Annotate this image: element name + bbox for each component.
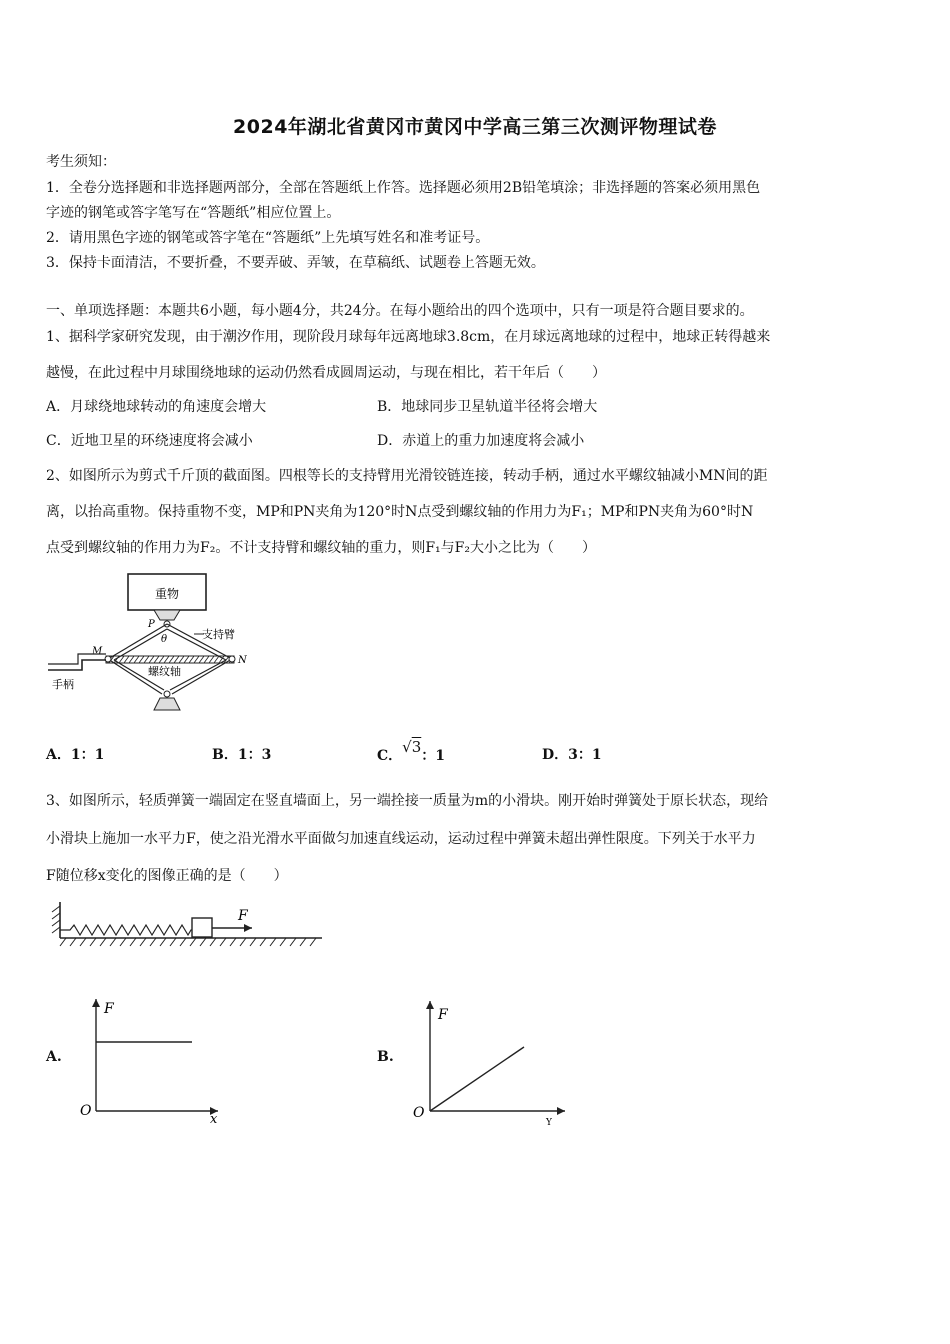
q2-option-c-suffix: ：1 [421,748,446,764]
q2-option-c-radicand: 3 [411,738,422,756]
arm-label: 支持臂 [202,628,235,641]
graph-a-xlabel: x [210,1112,218,1127]
q1-stem-line-1: 1、据科学家研究发现，由于潮汐作用，现阶段月球每年远离地球3.8cm，在月球远离地球的过程中，地球正转得越来 [46,329,771,345]
q2-stem-line-1: 2、如图所示为剪式千斤顶的截面图。四根等长的支持臂用光滑铰链连接，转动手柄，通过水平螺纹轴减小MN间的距 [46,468,768,484]
force-label: F [238,908,248,924]
q1-stem-line-2: 越慢，在此过程中月球围绕地球的运动仍然看成圆周运动，与现在相比，若干年后（ ） [46,365,606,381]
graph-b-line [430,1047,524,1111]
label-m: M [92,646,103,657]
graph-a-ylabel: F [104,1001,114,1017]
q3-stem-line-3: F随位移x变化的图像正确的是（ ） [46,868,288,884]
notice-item-3: 3．保持卡面清洁，不要折叠，不要弄破、弄皱，在草稿纸、试题卷上答题无效。 [46,255,545,271]
notice-item-1: 1．全卷分选择题和非选择题两部分，全部在答题纸上作答。选择题必须用2B铅笔填涂；非选择题的答案必须用黑色 [46,180,761,196]
q3-option-a: A. [46,1049,62,1065]
weight-label: 重物 [154,587,180,601]
q1-option-b: B．地球同步卫星轨道半径将会增大 [377,399,598,415]
section-heading: 一、单项选择题：本题共6小题，每小题4分，共24分。在每小题给出的四个选项中，只有一项是符合题目要求的。 [46,303,754,319]
q2-option-d: D．3：1 [542,747,602,763]
label-n: N [238,655,247,666]
graph-b-ylabel: F [438,1007,448,1023]
label-theta: θ [161,634,168,645]
page-title: 2024年湖北省黄冈市黄冈中学高三第三次测评物理试卷 [233,116,717,138]
notice-heading: 考生须知： [46,154,116,170]
graph-b-xlabel: Y [546,1118,552,1128]
scissor-jack-diagram [44,572,264,722]
graph-a-origin: O [80,1103,92,1119]
graph-b-origin: O [413,1105,425,1121]
screw-label: 螺纹轴 [148,665,181,678]
q2-option-a: A．1：1 [46,747,105,763]
q3-stem-line-1: 3、如图所示，轻质弹簧一端固定在竖直墙面上，另一端拴接一质量为m的小滑块。刚开始时弹簧处于原长状态，现给 [46,793,769,809]
q1-option-a: A．月球绕地球转动的角速度会增大 [46,399,267,415]
q3-stem-line-2: 小滑块上施加一水平力F，使之沿光滑水平面做匀加速直线运动，运动过程中弹簧未超出弹性限度。下列关于水平力 [46,831,756,847]
graph-a [78,995,228,1130]
handle-label: 手柄 [52,678,74,691]
q2-stem-line-3: 点受到螺纹轴的作用力为F₂。不计支持臂和螺纹轴的重力，则F₁与F₂大小之比为（ ） [46,540,596,556]
q2-option-c: C．√3：1 [377,738,446,764]
graph-b [410,995,575,1130]
q2-stem-line-2: 离，以抬高重物。保持重物不变，MP和PN夹角为120°时N点受到螺纹轴的作用力为F₁；MP和PN夹角为60°时N [46,504,754,520]
spring-block-diagram [46,898,326,950]
q2-option-b: B．1：3 [212,747,272,763]
notice-item-1-cont: 字迹的钢笔或答字笔写在“答题纸”相应位置上。 [46,205,341,221]
label-p: P [148,619,155,630]
q1-option-c: C．近地卫星的环绕速度将会减小 [46,433,253,449]
q2-option-c-prefix: C． [377,748,403,764]
q3-option-b: B. [377,1049,394,1065]
q1-option-d: D．赤道上的重力加速度将会减小 [377,433,585,449]
notice-item-2: 2．请用黑色字迹的钢笔或答字笔在“答题纸”上先填写姓名和准考证号。 [46,230,490,246]
